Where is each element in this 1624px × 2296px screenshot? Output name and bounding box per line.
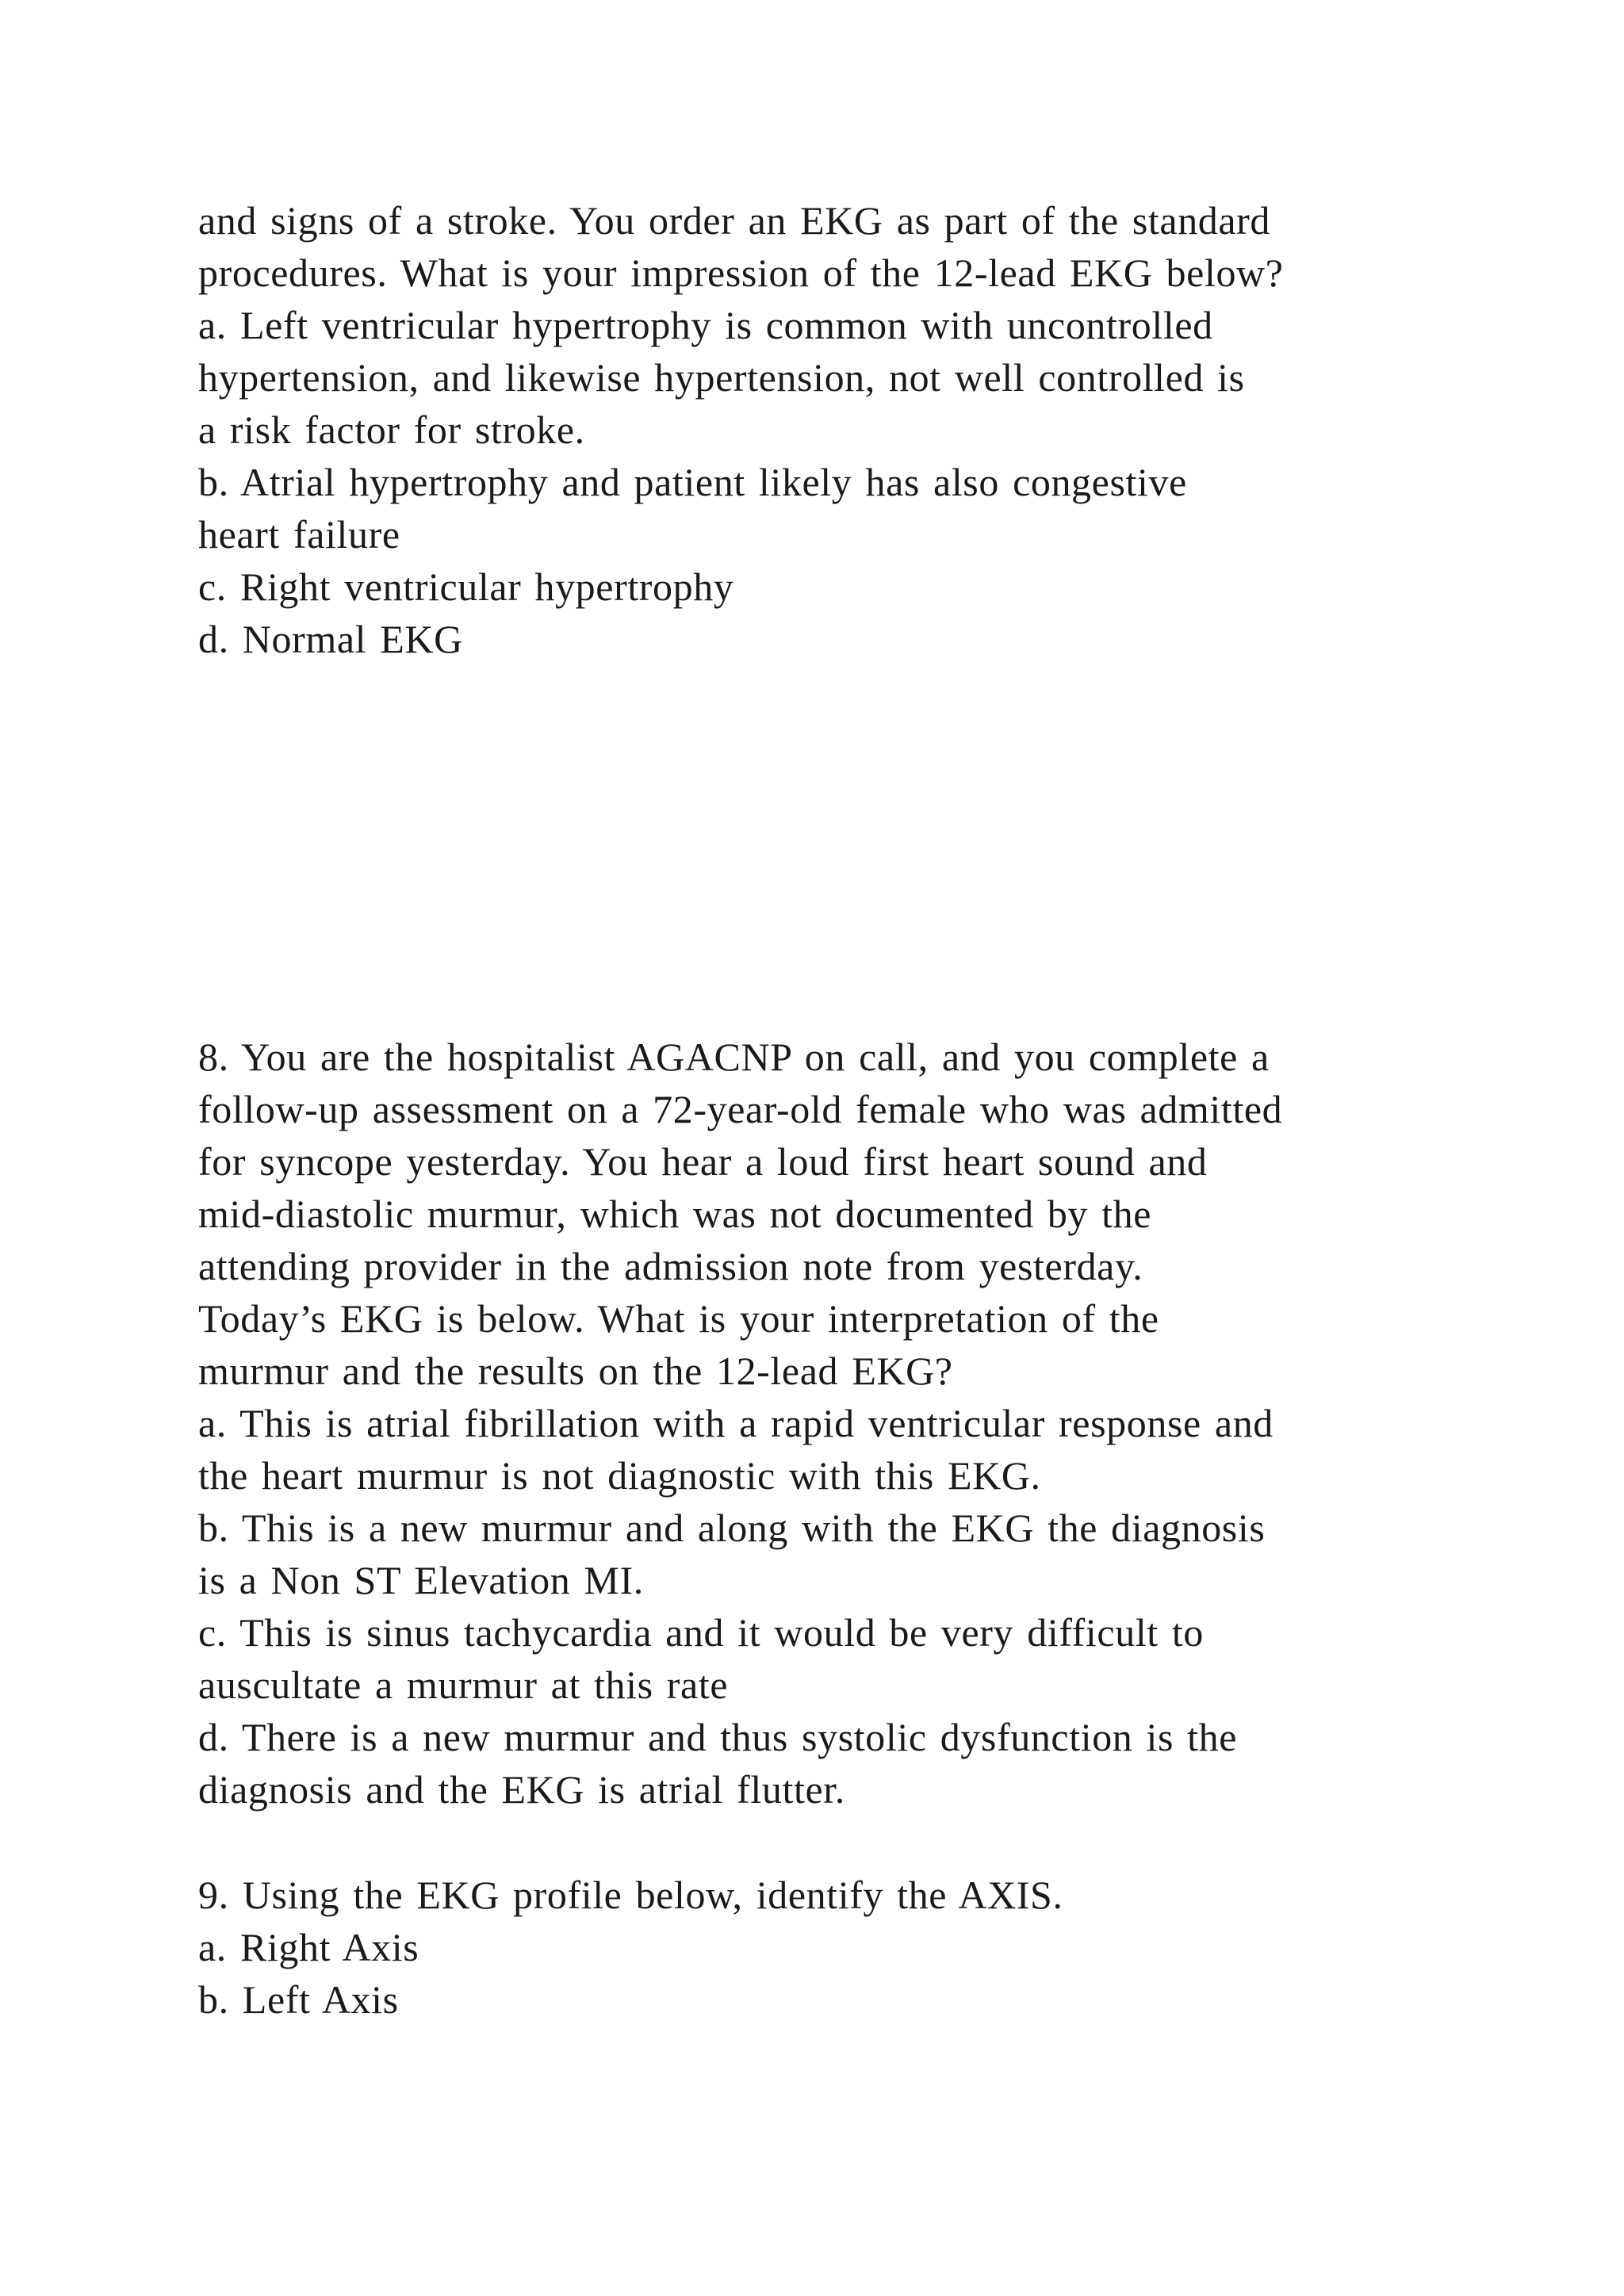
question-9-stem: 9. Using the EKG profile below, identify the AXIS. (198, 1873, 1063, 1917)
text-line: auscultate a murmur at this rate (198, 1663, 729, 1707)
text-line: follow-up assessment on a 72-year-old female who was admitted (198, 1087, 1283, 1131)
text-line: heart failure (198, 512, 400, 557)
text-line: murmur and the results on the 12-lead EKG? (198, 1349, 953, 1393)
answer-option-d: d. Normal EKG (198, 617, 463, 661)
answer-option-c: c. Right ventricular hypertrophy (198, 564, 734, 609)
answer-option-b: b. This is a new murmur and along with the EKG the diagnosis (198, 1506, 1266, 1550)
answer-option-a: a. Left ventricular hypertrophy is common with uncontrolled (198, 303, 1213, 347)
answer-option-d: d. There is a new murmur and thus systolic dysfunction is the (198, 1715, 1238, 1759)
text-line: procedures. What is your impression of the 12-lead EKG below? (198, 251, 1284, 295)
answer-option-a: a. Right Axis (198, 1925, 419, 1969)
text-line: diagnosis and the EKG is atrial flutter. (198, 1767, 845, 1812)
question-8-stem: 8. You are the hospitalist AGACNP on call, and you complete a (198, 1035, 1270, 1079)
answer-option-a: a. This is atrial fibrillation with a rapid ventricular response and (198, 1401, 1274, 1445)
text-line: attending provider in the admission note from yesterday. (198, 1244, 1143, 1288)
answer-option-c: c. This is sinus tachycardia and it would be very difficult to (198, 1610, 1204, 1655)
answer-option-b: b. Left Axis (198, 1977, 399, 2022)
text-line: and signs of a stroke. You order an EKG as part of the standard (198, 198, 1271, 243)
text-line: the heart murmur is not diagnostic with this EKG. (198, 1453, 1041, 1498)
text-line: hypertension, and likewise hypertension, not well controlled is (198, 355, 1245, 400)
text-line: a risk factor for stroke. (198, 408, 585, 452)
text-line: Today’s EKG is below. What is your interpretation of the (198, 1296, 1159, 1341)
answer-option-b: b. Atrial hypertrophy and patient likely has also congestive (198, 460, 1187, 504)
text-line: mid-diastolic murmur, which was not documented by the (198, 1192, 1152, 1236)
text-line: for syncope yesterday. You hear a loud first heart sound and (198, 1139, 1208, 1184)
text-line: is a Non ST Elevation MI. (198, 1558, 644, 1602)
